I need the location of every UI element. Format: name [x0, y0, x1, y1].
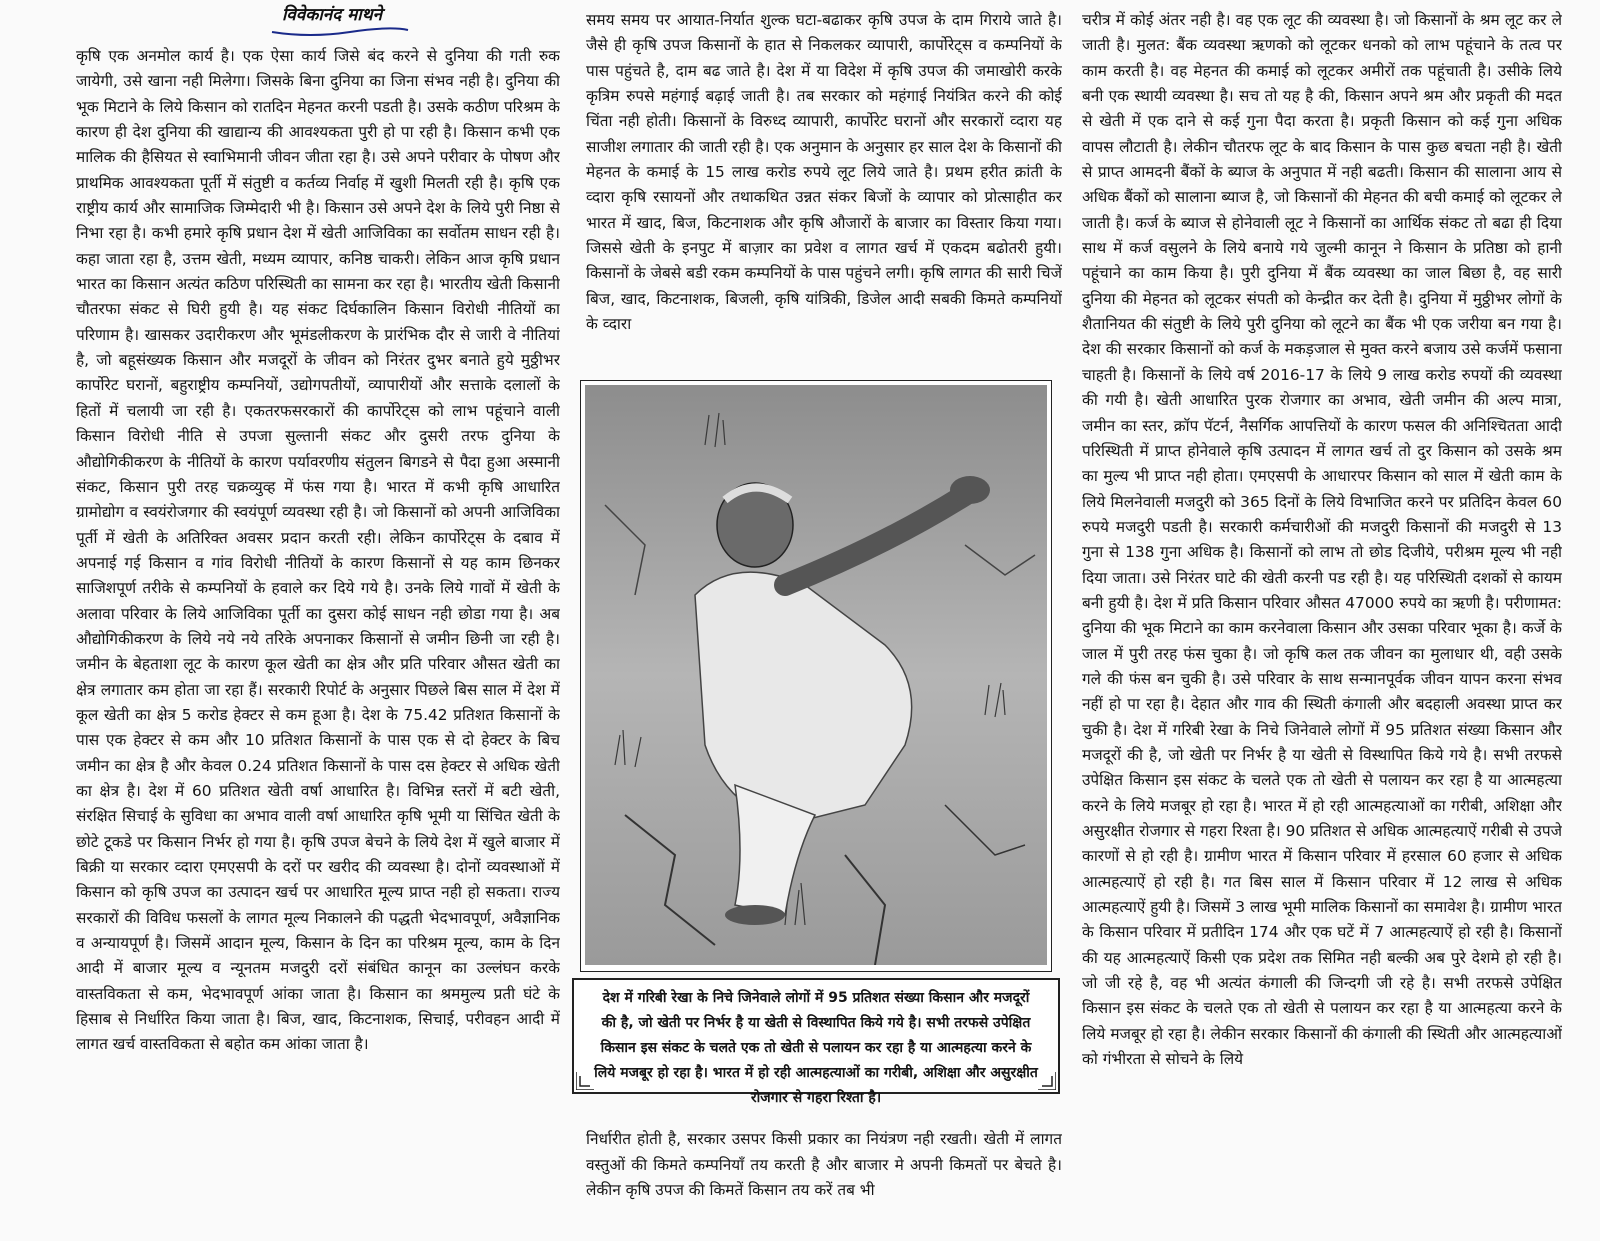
- farmer-photo: [585, 385, 1047, 965]
- article-column-1: [76, 44, 560, 1241]
- article-column-2: [586, 8, 1062, 368]
- column-1-text: कृषि एक अनमोल कार्य है। एक ऐसा कार्य जिसे बंद करने से दुनिया की गती रुक जायेगी, उसे खाना नही मिलेगा। जिसके बिना दुनिया का जिना संभव नही है। दुनिया की भूक मिटाने के लिये किसान को रातदिन मेहनत करनी पडती है। उसके कठीण परिश्रम के कारण ही देश दुनिया की खाद्यान्य की आवश्यकता पुरी हो पा रही है। किसान कभी एक मालिक की हैसियत से स्वाभिमानी जीवन जीता रहा है। उसे अपने परीवार के पोषण और प्राथमिक आवश्यकता पूर्ती में संतुष्टी व कर्तव्य निर्वाह में खुशी मिलती रही है। कृषि एक राष्ट्रीय कार्य और सामाजिक जिम्मेदारी भी है। किसान उसे अपने देश के लिये पुरी निष्ठा से निभा रहा है। कभी हमारे कृषि प्रधान देश में खेती आजिविका का सर्वोतम साधन रही है। कहा जाता रहा है, उत्तम खेती, मध्यम व्यापार, कनिष्ठ चाकरी। लेकिन आज कृषि प्रधान भारत का किसान अत्यंत कठिण परिस्थिती का सामना कर रहा है। भारतीय खेती किसानी चौतरफा संकट से घिरी हुयी है। यह संकट दिर्घकालिन किसान विरोधी नीतियों का परिणाम है। खासकर उदारीकरण और भूमंडलीकरण के प्रारंभिक दौर से जारी वे नीतियां है, जो बहूसंख्यक किसान और मजदूरों के जीवन को निरंतर दुभर बनाते हुये मुठ्ठीभर कार्पोरेट घरानों, बहुराष्ट्रीय कम्पनियों, उद्योगपतीयों, व्यापारीयों और सत्ताके दलालों के हितों में चलायी जा रही है। एकतरफसरकारों की कार्पोरेट्स को लाभ पहूंचाने वाली किसान विरोधी नीति से उपजा सुल्तानी संकट और दुसरी तरफ दुनिया के औद्योगिकीकरण के नीतियों के कारण पर्यावरणीय संतुलन बिगडने से पैदा हुआ अस्मानी संकट, किसान पुरी तरह चक्रव्युव्ह में फंस गया है। भारत में कभी कृषि आधारित ग्रामोद्योग व स्वयंरोजगार की स्वयंपूर्ण व्यवस्था रही है। जो किसानों को अपनी आजिविका पूर्ती में खेती के अतिरिक्त अवसर प्रदान करती रही। लेकिन कार्पोरेट्स के दबाव में अपनाई गई किसान व गांव विरोधी नीतियों के कारण किसानों से यह काम छिनकर साजिशपूर्ण तरीके से कम्पनियों के हवाले कर दिये गये है। उनके लिये गावों में खेती के अलावा परिवार के लिये आजिविका पूर्ती का दुसरा कोई साधन नही छोडा गया है। अब औद्योगिकीकरण के लिये नये नये तरिके अपनाकर किसानों से जमीन छिनी जा रही है। जमीन के बेहताशा लूट के कारण कूल खेती का क्षेत्र और प्रति परिवार औसत खेती का क्षेत्र लगातार कम होता जा रहा हैं। सरकारी रिपोर्ट के अनुसार पिछले बिस साल में देश में कूल खेती का क्षेत्र 5 करोड हेक्टर से कम हूआ है। देश के 75.42 प्रतिशत किसानों के पास एक हेक्टर से कम और 10 प्रतिशत किसानों के पास एक से दो हेक्टर के बिच जमीन का क्षेत्र है और केवल 0.24 प्रतिशत किसानों के पास दस हेक्टर से अधिक खेती का क्षेत्र है। देश में 60 प्रतिशत खेती वर्षा आधारित है। विभिन्न स्तरों में बटी खेती, संरक्षित सिचाई के सुविधा का अभाव वाली वर्षा आधारित कृषि भूमी या सिंचित खेती के छोटे टूकडे पर किसान निर्भर हो गया है। कृषि उपज बेचने के लिये देश में खुले बाजार में बिक्री या सरकार व्दारा एमएसपी के दरों पर खरीद की व्यवस्था है। दोनों व्यवस्थाओं में किसान को कृषि उपज का उत्पादन खर्च पर आधारित मूल्य प्राप्त नही हो सकता। राज्य सरकारों की विविध फसलों के लागत मूल्य निकालने की पद्धती भेदभावपूर्ण, अवैज्ञानिक व अन्यायपूर्ण है। जिसमें आदान मूल्य, किसान के दिन का परिश्रम मूल्य, काम के दिन आदी में बाजार मूल्य व न्यूनतम मजदुरी दरों संबंधित कानून का उल्लंघन करके वास्तविकता से कम, भेदभावपूर्ण आंका जाता है। किसान का श्रममुल्य प्रती घंटे के हिसाब से निर्धारित किया जाता है। बिज, खाद, किटनाशक, सिचाई, परीवहन आदी में लागत खर्च वास्तविकता से बहोत कम आंका जाता है।: [76, 47, 560, 1054]
- farmer-photo-illustration: [585, 385, 1047, 965]
- column-3-text: चरीत्र में कोई अंतर नही है। वह एक लूट की व्यवस्था है। जो किसानों के श्रम लूट कर ले जाती है। मुलत: बैंक व्यवस्था ऋणको को लूटकर धनको को लाभ पहूंचाने के तत्व पर काम करती है। वह मेहनत की कमाई को लूटकर अमीरों तक पहूंचाती है। उसीके लिये बनी एक स्थायी व्यवस्था है। सच तो यह है की, किसान अपने श्रम और प्रकृती की मदत से खेती में एक दाने से कई गुना पैदा करता है। प्रकृती किसान को कई गुना अधिक वापस लौटाती है। लेकीन चौतरफ लूट के बाद किसान के पास कुछ बचता नही है। खेती से प्राप्त आमदनी बैंकों के ब्याज के अनुपात में नही बढती। किसान की सालाना आय से अधिक बैंकों को सालाना ब्याज है, जो किसानों की मेहनत की बची कमाई को लूटकर ले जाती है। कर्ज के ब्याज से होनेवाली लूट ने किसानों का आर्थिक संकट तो बढा ही दिया साथ में कर्ज वसुलने के लिये बनाये गये जुल्मी कानून ने किसान के प्रतिष्ठा को हानी पहूंचाने का काम किया है। पुरी दुनिया में बैंक व्यवस्था का जाल बिछा है, वह सारी दुनिया की मेहनत को लूटकर संपती को केन्द्रीत कर देती है। दुनिया में मुठ्ठीभर लोगों के शैतानियत की संतुष्टी के लिये पुरी दुनिया को लूटने का बैंक भी एक जरीया बन गया है। देश की सरकार किसानों को कर्ज के मकड़जाल से मुक्त करने बजाय उसे कर्जमें फसाना चाहती है। किसानों के लिये वर्ष 2016-17 के लिये 9 लाख करोड रुपयों की व्यवस्था की गयी है। खेती आधारित पुरक रोजगार का अभाव, खेती जमीन की अल्प मात्रा, जमीन का स्तर, क्रॉप पॅटर्न, नैसर्गिक आपत्तियों के कारण फसल की अनिश्चितता आदी परिस्थिती में प्राप्त होनेवाले कृषि उत्पादन में लागत खर्च तो दुर किसान को उसके श्रम का मुल्य भी प्राप्त नही होता। एमएसपी के आधारपर किसान को साल में खेती काम के लिये मिलनेवाली मजदुरी को 365 दिनों के लिये विभाजित करने पर प्रतिदिन केवल 60 रुपये मजदुरी पडती है। सरकारी कर्मचारीओं की मजदुरी किसानों की मजदुरी से 13 गुना से 138 गुना अधिक है। किसानों को लाभ तो छोड दिजीये, परीश्रम मूल्य भी नही दिया जाता। उसे निरंतर घाटे की खेती करनी पड रही है। यह परिस्थिती दशकों से कायम बनी हुयी है। देश में प्रति किसान परिवार औसत 47000 रुपये का ऋणी है। परीणामत: दुनिया की भूक मिटाने का काम करनेवाला किसान और उसका परिवार भूका है। कर्जे के जाल में पुरी तरह फंस चुका है। जो कृषि कल तक जीवन का मुलाधार थी, वही उसके गले की फंस बन चुकी है। उसे परिवार के साथ सन्मानपूर्वक जीवन यापन करना संभव नहीं हो पा रहा है। देहात और गाव की स्थिती कंगाली और बदहाली अवस्था प्राप्त कर चुकी है। देश में गरिबी रेखा के निचे जिनेवाले लोगों में 95 प्रतिशत संख्या किसान और मजदूरों की है, जो खेती पर निर्भर है या खेती से विस्थापित किये गये है। सभी तरफसे उपेक्षित किसान इस संकट के चलते एक तो खेती से पलायन कर रहा है या आत्महत्या करने के लिये मजबूर हो रहा है। भारत में हो रही आत्महत्याओं का गरीबी, अशिक्षा और असुरक्षीत रोजगार से गहरा रिश्ता है। 90 प्रतिशत से अधिक आत्महत्याऐं गरीबी से उपजे कारणों से हो रही है। ग्रामीण भारत में किसान परिवार में हरसाल 60 हजार से अधिक आत्महत्याऐं हो रही है। गत बिस साल में किसान परिवार में 12 लाख से अधिक आत्महत्याऐं हुयी है। जिसमें 3 लाख भूमी मालिक किसानों का समावेश है। ग्रामीण भारत के किसान परिवार में प्रतीदिन 174 और एक घटें में 7 आत्महत्याऐं हो रही है। किसानों की यह आत्महत्याऐं किसी एक प्रदेश तक सिमित नही बल्की अब पुरे देशमे हो रही है। जो जी रहे है, वह भी अत्यंत कंगाली की जिन्दगी जी रहे है। सभी तरफसे उपेक्षित किसान इस संकट के चलते एक तो खेती से पलायन कर रहा है या आत्महत्या करने के लिये मजबूर हो रहा है। लेकीन सरकार किसानों की कंगाली की स्थिती और आत्महत्याओं को गंभीरता से सोचने के लिये: [1082, 11, 1562, 1069]
- author-byline: विवेकानंद माथने: [282, 5, 383, 25]
- byline-underline-decoration: [270, 24, 410, 38]
- column-2-top-text: समय समय पर आयात-निर्यात शुल्क घटा-बढाकर कृषि उपज के दाम गिराये जाते है। जैसे ही कृषि उपज किसानों के हात से निकलकर व्यापारी, कार्पोरेट्स व कम्पनियों के पास पहुंचते है, दाम बढ जाते है। देश में या विदेश में कृषि उपज की जमाखोरी करके कृत्रिम रुपसे महंगाई बढ़ाई जाती है। तब सरकार को महंगाई नियंत्रित करने की कोई चिंता नही होती। किसानों के विरुध्द व्यापारी, कार्पोरेट घरानों और सरकारों व्दारा यह साजीश लगातार की जाती रही है। एक अनुमान के अनुसार हर साल देश के किसानों की मेहनत के कमाई के 15 लाख करोड रुपये लूट लिये जाते है। प्रथम हरीत क्रांती के व्दारा कृषि रसायनों और तथाकथित उन्नत संकर बिजों के व्यापार को प्रोत्साहीत कर भारत में खाद, बिज, किटनाशक और कृषि औजारों के बाजार का विस्तार किया गया। जिससे खेती के इनपुट में बाज़ार का प्रवेश व लागत खर्च में एकदम बढोतरी हुयी। किसानों के जेबसे बडी रकम कम्पनियों के पास पहुंचने लगी। कृषि लागत की सारी चिजें बिज, खाद, किटनाशक, बिजली, कृषि यांत्रिकी, डिजेल आदी सबकी किमते कम्पनियों के व्दारा: [586, 11, 1062, 334]
- article-column-3: [1082, 8, 1562, 1241]
- photo-caption: देश में गरिबी रेखा के निचे जिनेवाले लोगों में 95 प्रतिशत संख्या किसान और मजदूरों की है, जो खेती पर निर्भर है या खेती से विस्थापित किये गये है। सभी तरफसे उपेक्षित किसान इस संकट के चलते एक तो खेती से पलायन कर रहा है या आत्महत्या करने के लिये मजबूर हो रहा है। भारत में हो रही आत्महत्याओं का गरीबी, अशिक्षा और असुरक्षीत रोजगार से गहरा रिश्ता है।: [594, 990, 1038, 1106]
- photo-caption-box: [572, 978, 1060, 1106]
- column-2-bottom-text: निर्धारीत होती है, सरकार उसपर किसी प्रकार का नियंत्रण नही रखती। खेती में लागत वस्तुओं की किमते कम्पनियाँ तय करती है और बाजार मे अपनी किमतों पर बेचते है। लेकीन कृषि उपज की किमतें किसान तय करें तब भी: [586, 1130, 1062, 1200]
- corner-ornament-bottom-left: [576, 1072, 594, 1090]
- article-column-2-bottom: [586, 1112, 1062, 1241]
- corner-ornament-bottom-right: [1038, 1072, 1056, 1090]
- farmer-photo-frame: [580, 380, 1052, 972]
